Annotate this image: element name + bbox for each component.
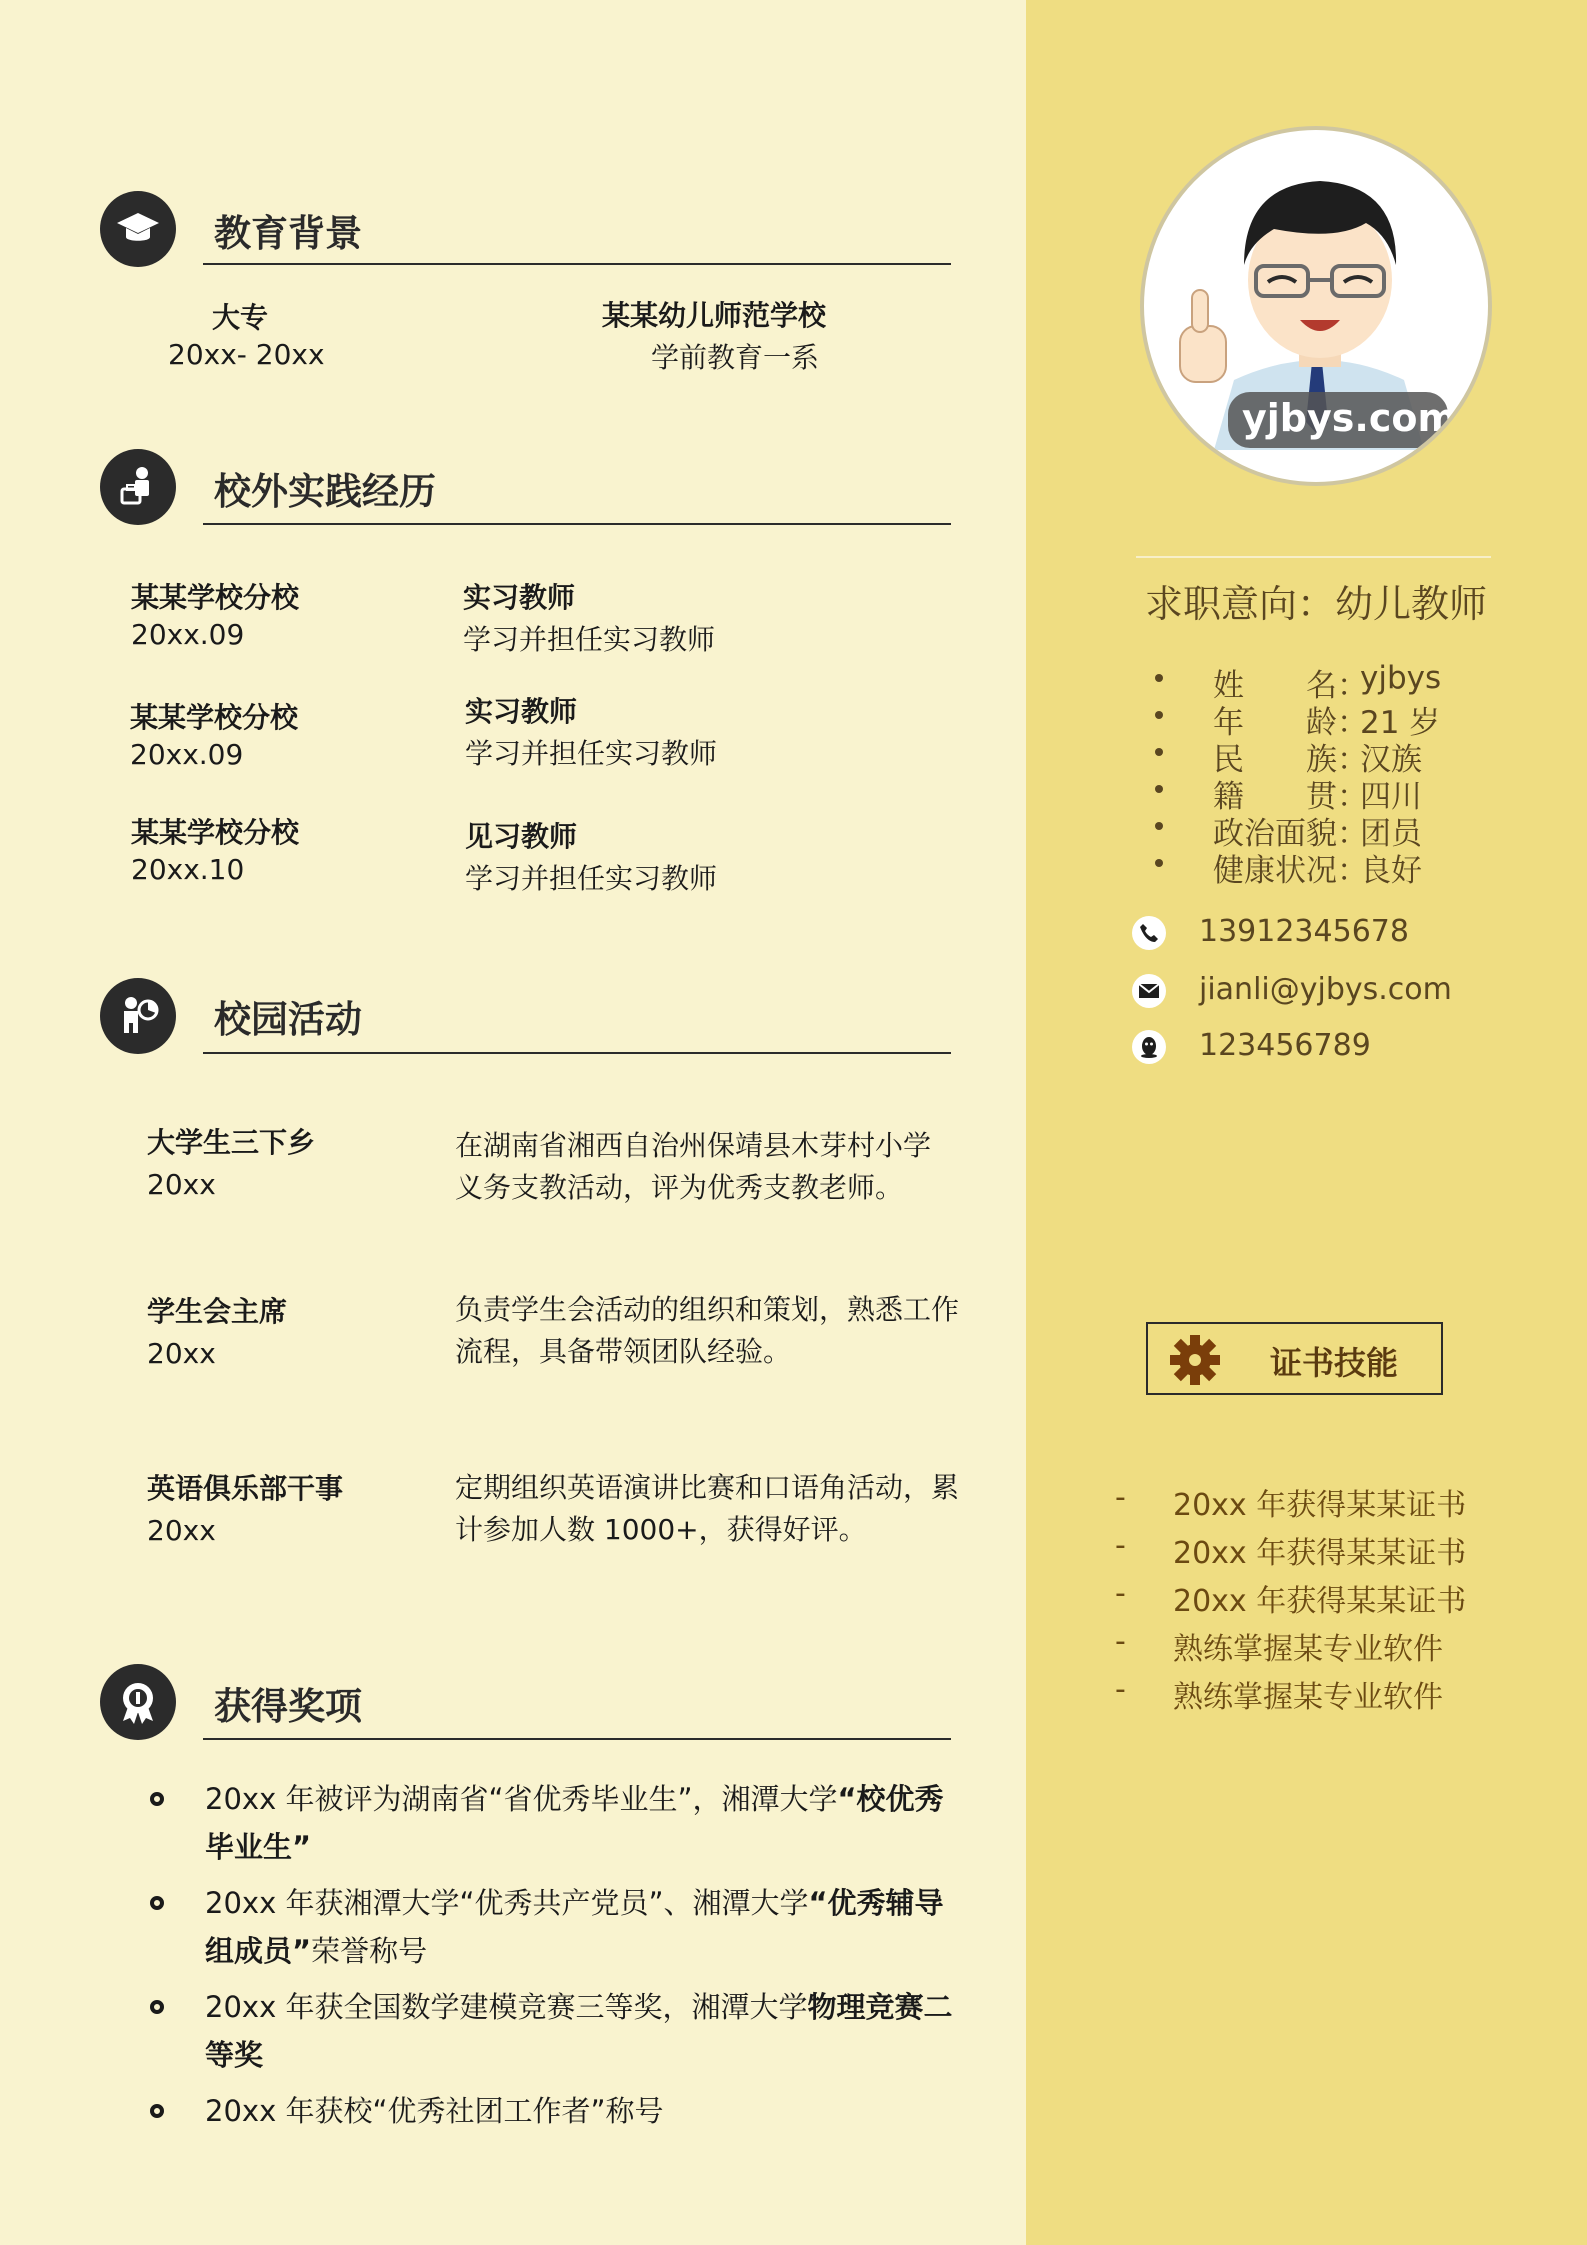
activity-desc-line1: 负责学生会活动的组织和策划，熟悉工作 (455, 1293, 960, 1326)
job-objective: 求职意向：幼儿教师 (1145, 582, 1488, 626)
phone-icon (1132, 916, 1166, 950)
mail-icon (1132, 974, 1166, 1008)
certificates-heading (1146, 1322, 1443, 1395)
practice-org: 某某学校分校 (130, 701, 299, 734)
education-department: 学前教育一系 (651, 341, 820, 374)
graduation-cap-icon (100, 191, 176, 267)
award-item: 20xx 年获全国数学建模竞赛三等奖，湘潭大学物理竞赛二等奖 (150, 1983, 970, 2079)
activity-name: 学生会主席 (147, 1295, 288, 1328)
activity-name: 英语俱乐部干事 (147, 1472, 344, 1505)
bullet-icon (150, 2000, 164, 2014)
section-divider (203, 1052, 951, 1054)
section-title-practice: 校外实践经历 (214, 470, 436, 513)
practice-date: 20xx.09 (130, 738, 244, 771)
certificates-title: 证书技能 (1270, 1344, 1399, 1382)
practice-desc: 学习并担任实习教师 (465, 737, 718, 770)
practice-role: 见习教师 (465, 820, 578, 853)
bullet-icon (150, 2104, 164, 2118)
education-degree: 大专 (212, 301, 269, 334)
education-period: 20xx- 20xx (168, 338, 325, 371)
briefcase-icon (100, 449, 176, 525)
qq-icon (1132, 1030, 1166, 1064)
practice-org: 某某学校分校 (131, 581, 300, 614)
section-title-education: 教育背景 (214, 212, 362, 255)
activity-desc-line2: 计参加人数 1000+，获得好评。 (455, 1513, 867, 1546)
award-item: 20xx 年被评为湖南省“省优秀毕业生”，湘潭大学“校优秀毕业生” (150, 1775, 970, 1871)
bullet-icon (150, 1896, 164, 1910)
activity-name: 大学生三下乡 (147, 1126, 316, 1159)
practice-desc: 学习并担任实习教师 (465, 862, 718, 895)
practice-org: 某某学校分校 (131, 816, 300, 849)
section-title-awards: 获得奖项 (214, 1685, 362, 1728)
activity-date: 20xx (147, 1168, 216, 1201)
activity-date: 20xx (147, 1514, 216, 1547)
section-divider (203, 263, 951, 265)
gear-icon (1168, 1333, 1222, 1391)
activity-date: 20xx (147, 1337, 216, 1370)
education-school: 某某幼儿师范学校 (602, 299, 827, 332)
presenter-icon (100, 978, 176, 1054)
practice-date: 20xx.09 (131, 618, 245, 651)
award-item: 20xx 年获湘潭大学“优秀共产党员”、湘潭大学“优秀辅导组成员”荣誉称号 (150, 1879, 970, 1975)
activity-desc-line2: 义务支教活动，评为优秀支教老师。 (455, 1171, 904, 1204)
practice-role: 实习教师 (465, 695, 578, 728)
avatar-watermark: yjbys.com (1242, 396, 1458, 440)
activity-desc-line1: 定期组织英语演讲比赛和口语角活动，累 (455, 1471, 960, 1504)
practice-desc: 学习并担任实习教师 (463, 623, 716, 656)
practice-role: 实习教师 (463, 581, 576, 614)
activity-desc-line1: 在湖南省湘西自治州保靖县木芽村小学 (455, 1129, 932, 1162)
section-divider (203, 523, 951, 525)
divider (1136, 556, 1491, 558)
section-divider (203, 1738, 951, 1740)
avatar (1140, 126, 1492, 486)
section-title-activities: 校园活动 (214, 998, 362, 1041)
practice-date: 20xx.10 (131, 853, 245, 886)
bullet-icon (150, 1792, 164, 1806)
activity-desc-line2: 流程，具备带领团队经验。 (455, 1335, 792, 1368)
medal-icon (100, 1664, 176, 1740)
award-item: 20xx 年获校“优秀社团工作者”称号 (150, 2087, 970, 2135)
